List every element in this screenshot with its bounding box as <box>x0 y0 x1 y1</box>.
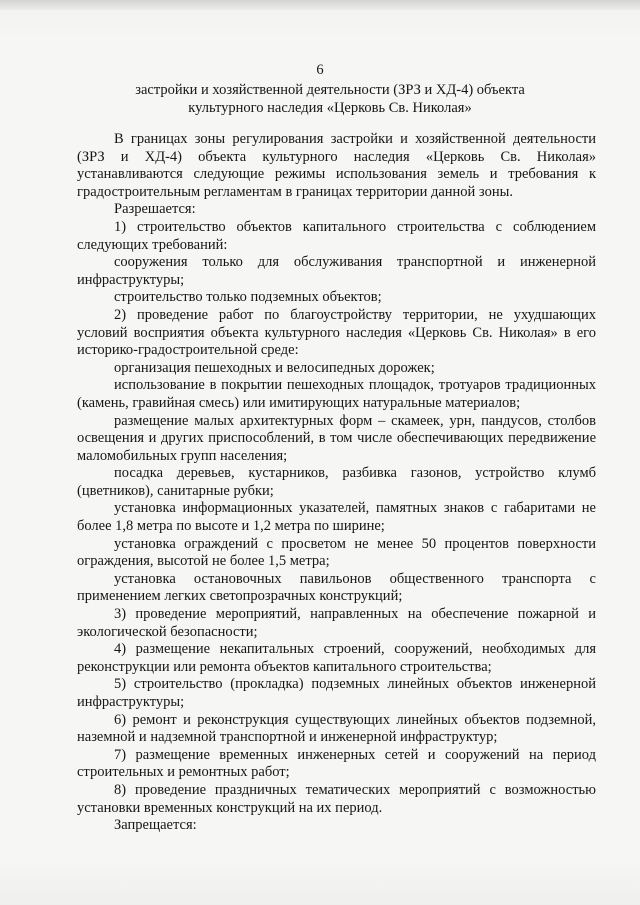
paragraph-item-2g: установка остановочных павильонов общественного транспорта с применением легких светопрозрачных конструкций; <box>77 570 596 605</box>
section-heading <box>60 81 600 117</box>
paragraph-item-2: 2) проведение работ по благоустройству территории, не ухудшающих условий восприятия объекта культурного наследия «Церковь Св. Николая» в его историко-градостроительной среде: <box>77 306 596 359</box>
page-number: 6 <box>316 62 324 78</box>
paragraph-item-2a: организация пешеходных и велосипедных дорожек; <box>114 359 435 376</box>
paragraph-intro: В границах зоны регулирования застройки и хозяйственной деятельности (ЗРЗ и ХД-4) объекта культурного наследия «Церковь Св. Николая» устанавливаются следующие режимы использования земель и требования к градостроительным регламентам в границах территории данной зоны. <box>77 131 596 200</box>
paragraph-item-5: 5) строительство (прокладка) подземных линейных объектов инженерной инфраструктуры; <box>77 676 596 710</box>
paragraph-forbidden-header: Запрещается: <box>114 817 197 834</box>
paragraph-item-2d: посадка деревьев, кустарников, разбивка газонов, устройство клумб (цветников), санитарные рубки; <box>77 465 596 499</box>
paragraph-item-2b: использование в покрытии пешеходных площадок, тротуаров традиционных (камень, гравийная смесь) или имитирующих натуральные материалов; <box>77 377 596 411</box>
paragraph-item-2f: установка ограждений с просветом не менее 50 процентов поверхности ограждения, высотой не более 1,5 метра; <box>77 535 596 570</box>
paragraph-item-8: 8) проведение праздничных тематических мероприятий с возможностью установки временных конструкций на их период. <box>77 781 596 816</box>
paragraph-item-1: 1) строительство объектов капитального строительства с соблюдением следующих требований: <box>77 218 596 253</box>
paragraph-item-1a: сооружения только для обслуживания транспортной и инженерной инфраструктуры; <box>77 254 596 288</box>
heading-line-1: застройки и хозяйственной деятельности (ЗРЗ и ХД-4) объекта <box>135 82 525 98</box>
paragraph-item-2e: установка информационных указателей, памятных знаков с габаритами не более 1,8 метра по высоте и 1,2 метра по ширине; <box>77 500 596 535</box>
paragraph-item-2c: размещение малых архитектурных форм – скамеек, урн, пандусов, столбов освещения и других приспособлений, в том числе обеспечивающих передвижение маломобильных групп населения; <box>77 412 596 464</box>
paragraph-item-1b: строительство только подземных объектов; <box>114 289 382 306</box>
paragraph-item-3: 3) проведение мероприятий, направленных на обеспечение пожарной и экологической безопасности; <box>77 606 596 640</box>
paragraph-allowed-header: Разрешается: <box>114 201 196 218</box>
paragraph-item-4: 4) размещение некапитальных строений, сооружений, необходимых для реконструкции или ремонта объектов капитального строительства; <box>77 641 596 675</box>
heading-line-2: культурного наследия «Церковь Св. Николая» <box>188 100 472 116</box>
paragraph-item-6: 6) ремонт и реконструкция существующих линейных объектов подземной, наземной и надземной транспортной и инженерной инфраструктур; <box>77 711 596 746</box>
document-body <box>77 131 596 835</box>
paragraph-item-7: 7) размещение временных инженерных сетей и сооружений на период строительных и ремонтных работ; <box>77 746 596 781</box>
scan-edge-shadow <box>0 0 640 10</box>
